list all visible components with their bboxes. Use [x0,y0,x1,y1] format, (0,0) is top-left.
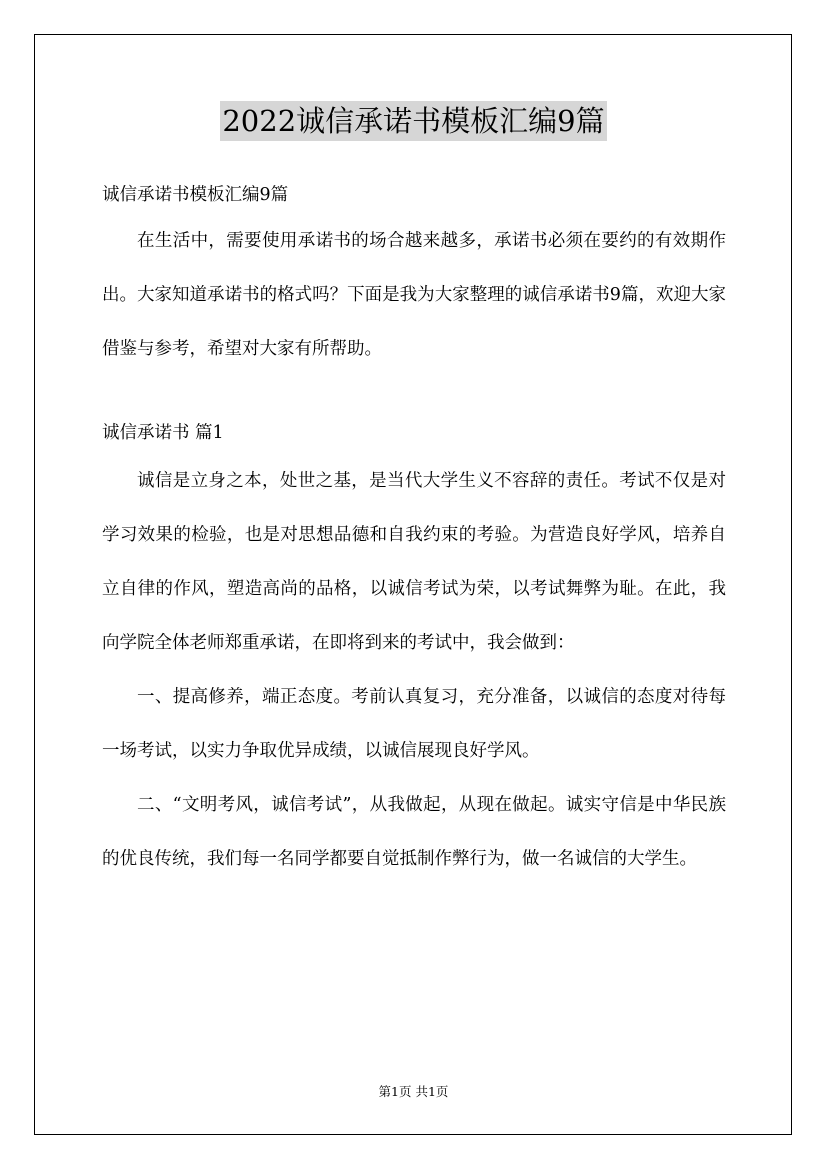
page-number: 第1页 共1页 [378,1084,449,1099]
section-paragraph-2: 一、提高修养，端正态度。考前认真复习，充分准备，以诚信的态度对待每一场考试，以实力争取优异成绩，以诚信展现良好学风。 [102,687,726,761]
section-paragraph-1: 诚信是立身之本，处世之基，是当代大学生义不容辞的责任。考试不仅是对学习效果的检验，也是对思想品德和自我约束的考验。为营造良好学风，培养自立自律的作风，塑造高尚的品格，以诚信考试为荣，以考试舞弊为耻。在此，我向学院全体老师郑重承诺，在即将到来的考试中，我会做到： [102,471,726,653]
intro-paragraph: 在生活中，需要使用承诺书的场合越来越多，承诺书必须在要约的有效期作出。大家知道承诺书的格式吗？下面是我为大家整理的诚信承诺书9篇，欢迎大家借鉴与参考，希望对大家有所帮助。 [102,231,726,359]
section-spacer [102,376,726,412]
document-body [102,176,726,886]
section-title: 诚信承诺书 篇1 [102,423,224,443]
section-paragraph-3: 二、“文明考风，诚信考试”，从我做起，从现在做起。诚实守信是中华民族的优良传统，我们每一名同学都要自觉抵制作弊行为，做一名诚信的大学生。 [102,795,726,869]
document-title: 2022诚信承诺书模板汇编9篇 [220,101,606,141]
title-container [0,101,827,141]
document-subtitle: 诚信承诺书模板汇编9篇 [102,185,289,205]
page-footer [0,1083,827,1101]
